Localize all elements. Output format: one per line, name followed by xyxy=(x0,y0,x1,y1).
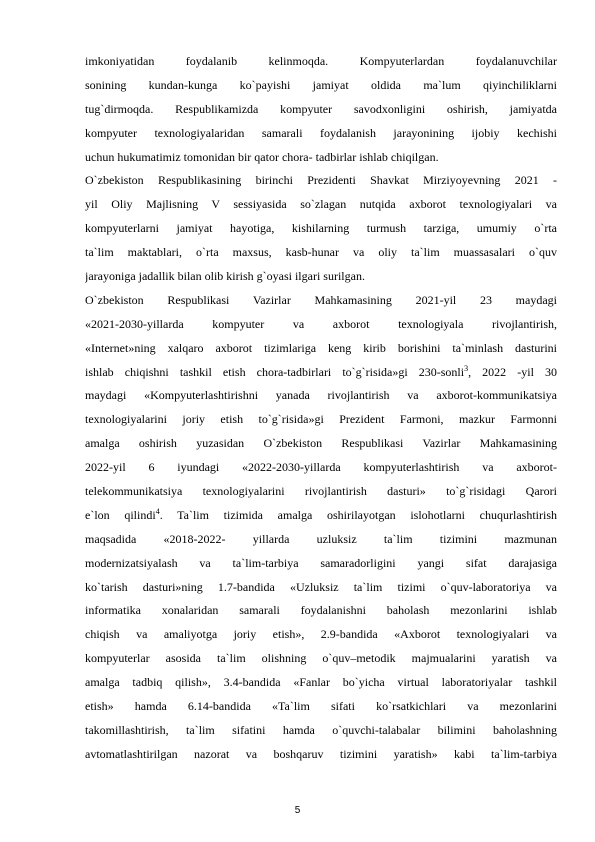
footnote-marker: 4 xyxy=(155,506,160,516)
text-line: kompyuter texnologiyalaridan samarali foydalanish jarayonining ijobiy kechishi xyxy=(85,125,557,140)
text-line: chiqish va amaliyotga joriy etish», 2.9-bandida «Axborot texnologiyalari va xyxy=(85,627,557,642)
text-line: texnologiyalarini joriy etish to`g`risida»gi Prezident Farmoni, mazkur Farmonni xyxy=(85,412,557,427)
paragraph xyxy=(85,50,557,169)
text-line: ishlab chiqishni tashkil etish chora-tadbirlari to`g`risida»gi 230-sonli$^3$, 2022 -yil 30 xyxy=(85,363,557,379)
text-line: kompyuterlarni jamiyat hayotiga, kishilarning turmush tarziga, umumiy o`rta xyxy=(85,221,557,236)
text-line: informatika xonalaridan samarali foydalanishni baholash mezonlarini ishlab xyxy=(85,603,557,618)
text-line: maqsadida «2018-2022- yillarda uzluksiz ta`lim tizimini mazmunan xyxy=(85,531,557,546)
text-line: takomillashtirish, ta`lim sifatini hamda o`quvchi-talabalar bilimini baholashning xyxy=(85,722,557,737)
text-line: modernizatsiyalash va ta`lim-tarbiya samaradorligini yangi sifat darajasiga xyxy=(85,555,557,570)
text-line: etish» hamda 6.14-bandida «Ta`lim sifati ko`rsatkichlari va mezonlarini xyxy=(85,699,557,714)
paragraph xyxy=(85,289,557,767)
paragraph xyxy=(85,169,557,288)
text-line: telekommunikatsiya texnologiyalarini rivojlantirish dasturi» to`g`risidagi Qarori xyxy=(85,484,557,499)
text-line: O`zbekiston Respublikasining birinchi Prezidenti Shavkat Mirziyoyevning 2021 - xyxy=(85,173,557,188)
document-page xyxy=(85,50,557,767)
text-line: 2022-yil 6 iyundagi «2022-2030-yillarda kompyuterlashtirish va axborot- xyxy=(85,460,557,475)
text-line: «Internet»ning xalqaro axborot tizimlariga keng kirib borishini ta`minlash dasturini xyxy=(85,340,557,355)
text-line: avtomatlashtirilgan nazorat va boshqaruv tizimini yaratish» kabi ta`lim-tarbiya xyxy=(85,746,557,761)
page-number: 5 xyxy=(294,805,301,816)
text-line: uchun hukumatimiz tomonidan bir qator chora- tadbirlar ishlab chiqilgan. xyxy=(85,149,439,164)
text-line: imkoniyatidan foydalanib kelinmoqda. Kompyuterlardan foydalanuvchilar xyxy=(85,54,557,68)
text-line: «2021-2030-yillarda kompyuter va axborot texnologiyala rivojlantirish, xyxy=(85,316,557,331)
text-line: tug`dirmoqda. Respublikamizda kompyuter savodxonligini oshirish, jamiyatda xyxy=(85,101,557,116)
text-line: O`zbekiston Respublikasi Vazirlar Mahkamasining 2021-yil 23 maydagi xyxy=(85,292,557,307)
text-line: yil Oliy Majlisning V sessiyasida so`zlagan nutqida axborot texnologiyalari va xyxy=(85,197,557,212)
footnote-marker: 3 xyxy=(464,363,469,373)
text-line: ko`tarish dasturi»ning 1.7-bandida «Uzluksiz ta`lim tizimi o`quv-laboratoriya va xyxy=(85,579,557,594)
text-line: sonining kundan-kunga ko`payishi jamiyat oldida ma`lum qiyinchiliklarni xyxy=(85,77,557,92)
text-line: kompyuterlar asosida ta`lim olishning o`quv–metodik majmualarini yaratish va xyxy=(85,651,557,666)
text-line: maydagi «Kompyuterlashtirishni yanada rivojlantirish va axborot-kommunikatsiya xyxy=(85,388,557,403)
text-line: e`lon qilindi$^4$. Ta`lim tizimida amalga oshirilayotgan islohotlarni chuqurlashtirish xyxy=(85,506,557,522)
body-text xyxy=(85,50,557,767)
text-line: amalga oshirish yuzasidan O`zbekiston Respublikasi Vazirlar Mahkamasining xyxy=(85,436,557,451)
text-line: amalga tadbiq qilish», 3.4-bandida «Fanlar bo`yicha virtual laboratoriyalar tashkil xyxy=(85,675,557,690)
text-line: ta`lim maktablari, o`rta maxsus, kasb-hunar va oliy ta`lim muassasalari o`quv xyxy=(85,245,557,260)
text-line: jarayoniga jadallik bilan olib kirish g`oyasi ilgari surilgan. xyxy=(85,269,365,284)
